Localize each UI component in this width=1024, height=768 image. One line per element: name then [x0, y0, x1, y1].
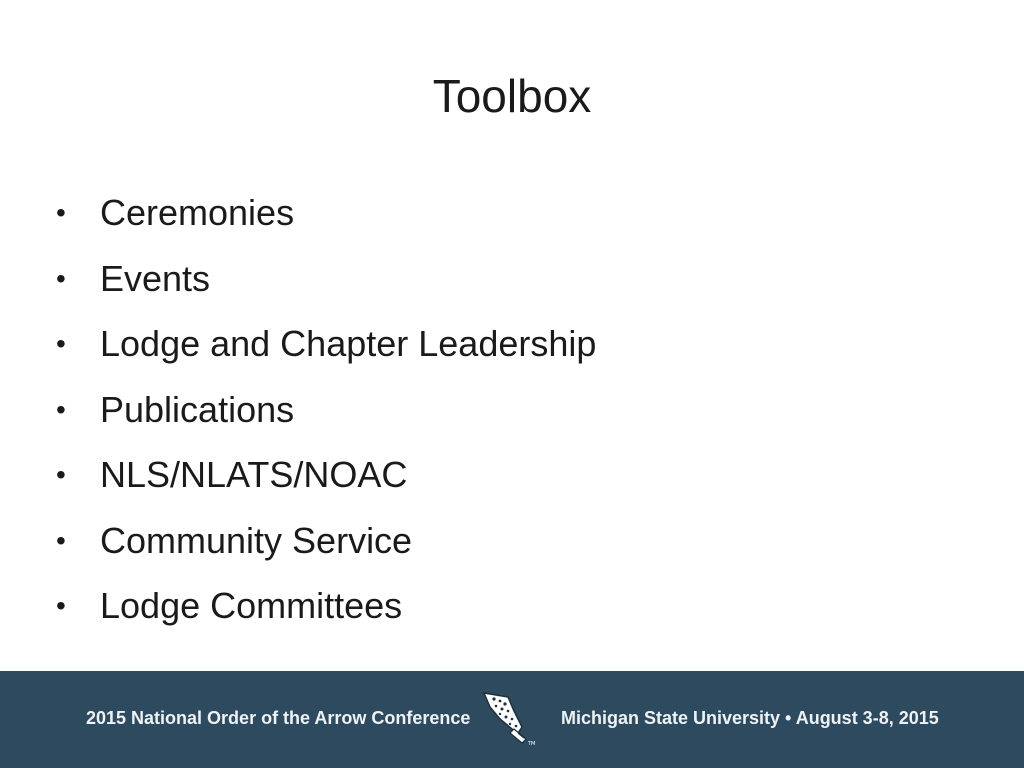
bullet-text: Events [100, 257, 211, 299]
bullet-text: Lodge Committees [100, 585, 403, 626]
footer-bar [0, 671, 1024, 768]
bullet-dot: • [56, 197, 66, 228]
bullet-dot: • [56, 393, 66, 425]
bullet-dot: • [56, 459, 66, 490]
bullet-dot: • [56, 328, 66, 359]
slide-title: Toolbox [432, 70, 592, 122]
svg-text:TM: TM [528, 741, 536, 747]
bullet-text: NLS/NLATS/NOAC [100, 454, 408, 495]
bullet-dot: • [56, 262, 66, 294]
arrowhead-logo-icon [478, 689, 544, 749]
bullet-dot: • [56, 524, 66, 556]
bullet-text: Ceremonies [100, 192, 295, 233]
footer-conference-text: 2015 National Order of the Arrow Conference [86, 708, 471, 728]
bullet-dot: • [56, 590, 66, 621]
footer-venue-text: Michigan State University • August 3-8, 2015 [561, 708, 939, 728]
bullet-text: Lodge and Chapter Leadership [100, 323, 597, 364]
bullet-text: Publications [100, 388, 295, 430]
bullet-text: Community Service [100, 519, 413, 561]
